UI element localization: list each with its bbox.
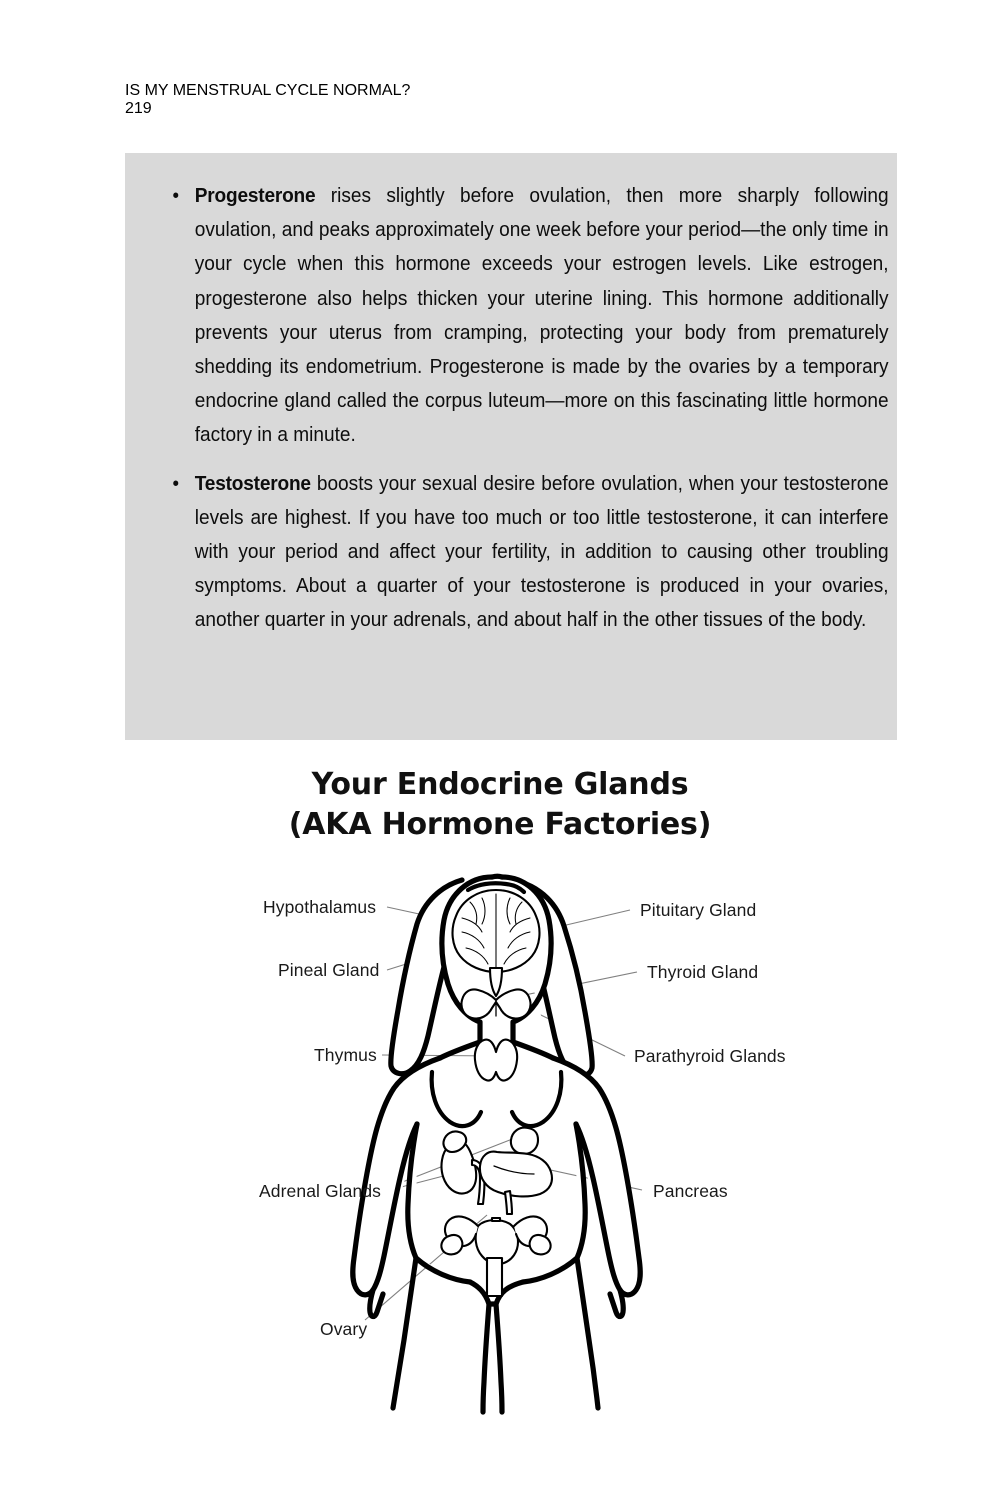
page-header <box>125 82 897 116</box>
thymus-organ <box>475 1040 517 1081</box>
list-item <box>165 467 889 638</box>
hormone-bullet-list <box>165 179 889 638</box>
hormone-body-progesterone: rises slightly before ovulation, then more sharply following ovulation, and peaks approximately one week before your period—the only time in your cycle when this hormone exceeds your estrogen levels. Like estrogen, progesterone also helps thicken your uterine lining. This hormone additionally prevents your uterus from cramping, protecting your body from prematurely shedding its endometrium. Progesterone is made by the ovaries by a temporary endocrine gland called the corpus luteum—more on this fascinating little hormone factory in a minute. <box>194 184 889 447</box>
label-pancreas: Pancreas <box>653 1181 728 1201</box>
label-thyroid-gland: Thyroid Gland <box>647 962 759 982</box>
label-hypothalamus: Hypothalamus <box>263 897 377 917</box>
hormone-term-progesterone: Progesterone <box>194 184 316 207</box>
label-adrenal-glands: Adrenal Glands <box>259 1181 382 1201</box>
figure-title <box>0 765 1000 845</box>
anatomy-illustration <box>0 860 1000 1440</box>
endocrine-figure <box>0 765 1000 1465</box>
figure-title-line1: Your Endocrine Glands <box>311 767 689 802</box>
label-ovary: Ovary <box>320 1319 368 1339</box>
label-pituitary-gland: Pituitary Gland <box>640 900 757 920</box>
figure-title-line2: (AKA Hormone Factories) <box>288 807 712 842</box>
callout-box <box>125 153 897 740</box>
hormone-body-testosterone: boosts your sexual desire before ovulation, when your testosterone levels are highest. If you have too much or too little testosterone, it can interfere with your period and affect your fertility, in addition to causing other troubling symptoms. About a quarter of your testosterone is produced in your ovaries, another quarter in your adrenals, and about half in the other tissues of the body. <box>194 471 889 632</box>
list-item <box>165 179 889 453</box>
bullet-glyph: • <box>172 185 179 207</box>
bullet-glyph: • <box>172 472 179 495</box>
hormone-term-testosterone: Testosterone <box>194 471 311 495</box>
pancreas-organ <box>480 1152 552 1214</box>
uterus-and-ovaries-organ <box>441 1216 550 1296</box>
label-thymus: Thymus <box>314 1045 377 1065</box>
page-number: 219 <box>125 100 152 117</box>
label-pineal-gland: Pineal Gland <box>278 960 380 980</box>
label-parathyroid-glands: Parathyroid Glands <box>634 1046 786 1066</box>
page-title: IS MY MENSTRUAL CYCLE NORMAL? <box>125 82 411 99</box>
